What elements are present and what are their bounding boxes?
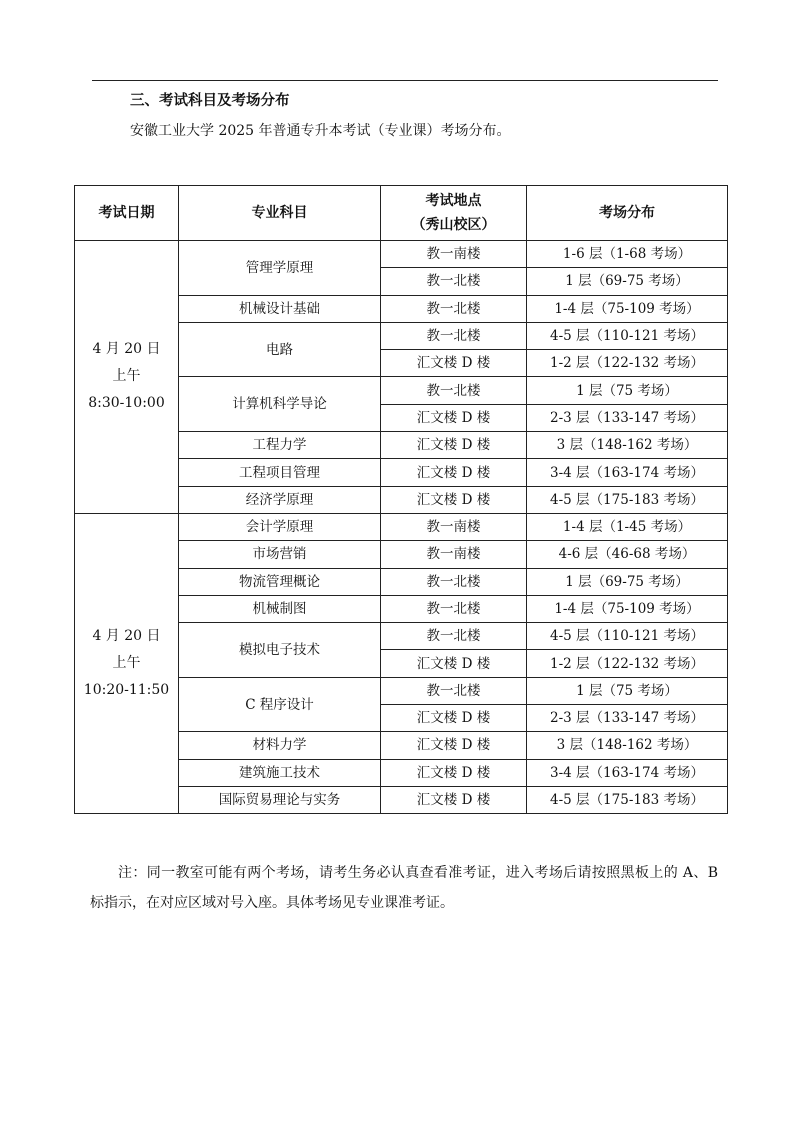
subject-cell: 工程力学	[179, 432, 381, 459]
subject-cell: 物流管理概论	[179, 568, 381, 595]
distribution-cell: 1-2 层（122-132 考场）	[527, 650, 728, 677]
distribution-cell: 1-6 层（1-68 考场）	[527, 241, 728, 268]
table-row	[75, 241, 728, 268]
distribution-cell: 4-5 层（110-121 考场）	[527, 623, 728, 650]
exam-date-cell	[75, 241, 179, 514]
distribution-cell: 1 层（69-75 考场）	[527, 268, 728, 295]
location-cell: 汇文楼 D 楼	[381, 459, 527, 486]
distribution-cell: 3-4 层（163-174 考场）	[527, 759, 728, 786]
location-cell: 教一北楼	[381, 268, 527, 295]
subject-cell: 国际贸易理论与实务	[179, 786, 381, 813]
subject-cell: 机械设计基础	[179, 295, 381, 322]
exam-date-line: 10:20-11:50	[83, 682, 170, 699]
subject-cell: 电路	[179, 322, 381, 377]
location-cell: 汇文楼 D 楼	[381, 732, 527, 759]
exam-table-body	[75, 241, 728, 814]
location-cell: 汇文楼 D 楼	[381, 486, 527, 513]
location-cell: 汇文楼 D 楼	[381, 650, 527, 677]
location-cell: 教一南楼	[381, 541, 527, 568]
location-cell: 教一北楼	[381, 677, 527, 704]
distribution-cell: 4-5 层（110-121 考场）	[527, 322, 728, 349]
exam-date-line: 4 月 20 日	[92, 628, 161, 645]
location-cell: 教一南楼	[381, 241, 527, 268]
location-cell: 教一北楼	[381, 568, 527, 595]
distribution-cell: 1-4 层（75-109 考场）	[527, 295, 728, 322]
distribution-cell: 4-5 层（175-183 考场）	[527, 786, 728, 813]
subject-cell: 经济学原理	[179, 486, 381, 513]
location-cell: 教一北楼	[381, 623, 527, 650]
header-location	[381, 186, 527, 241]
header-date: 考试日期	[75, 186, 179, 241]
table-row	[75, 513, 728, 540]
distribution-cell: 1-2 层（122-132 考场）	[527, 350, 728, 377]
location-cell: 汇文楼 D 楼	[381, 786, 527, 813]
header-subject: 专业科目	[179, 186, 381, 241]
distribution-cell: 1 层（69-75 考场）	[527, 568, 728, 595]
subject-cell: 建筑施工技术	[179, 759, 381, 786]
subject-cell: 管理学原理	[179, 241, 381, 296]
location-cell: 汇文楼 D 楼	[381, 432, 527, 459]
location-cell: 教一北楼	[381, 322, 527, 349]
location-cell: 汇文楼 D 楼	[381, 759, 527, 786]
exam-schedule-table	[74, 185, 728, 814]
subject-cell: 工程项目管理	[179, 459, 381, 486]
location-cell: 教一南楼	[381, 513, 527, 540]
table-header-row	[75, 186, 728, 241]
header-location-line1: 考试地点	[425, 193, 482, 209]
location-cell: 教一北楼	[381, 377, 527, 404]
distribution-cell: 1-4 层（75-109 考场）	[527, 595, 728, 622]
header-distribution: 考场分布	[527, 186, 728, 241]
intro-text: 安徽工业大学 2025 年普通专升本考试（专业课）考场分布。	[130, 123, 511, 139]
subject-cell: C 程序设计	[179, 677, 381, 732]
subject-cell: 模拟电子技术	[179, 623, 381, 678]
distribution-cell: 4-5 层（175-183 考场）	[527, 486, 728, 513]
location-cell: 汇文楼 D 楼	[381, 705, 527, 732]
distribution-cell: 1-4 层（1-45 考场）	[527, 513, 728, 540]
subject-cell: 会计学原理	[179, 513, 381, 540]
distribution-cell: 3 层（148-162 考场）	[527, 732, 728, 759]
distribution-cell: 2-3 层（133-147 考场）	[527, 404, 728, 431]
distribution-cell: 3 层（148-162 考场）	[527, 432, 728, 459]
top-divider-line	[92, 80, 718, 81]
exam-date-line: 8:30-10:00	[88, 395, 165, 412]
distribution-cell: 3-4 层（163-174 考场）	[527, 459, 728, 486]
subject-cell: 机械制图	[179, 595, 381, 622]
subject-cell: 材料力学	[179, 732, 381, 759]
exam-date-line: 4 月 20 日	[92, 341, 161, 358]
exam-date-line: 上午	[112, 368, 141, 385]
location-cell: 教一北楼	[381, 295, 527, 322]
header-location-line2: （秀山校区）	[411, 217, 496, 233]
location-cell: 汇文楼 D 楼	[381, 350, 527, 377]
distribution-cell: 1 层（75 考场）	[527, 377, 728, 404]
distribution-cell: 1 层（75 考场）	[527, 677, 728, 704]
exam-date-cell	[75, 513, 179, 813]
section-title: 三、考试科目及考场分布	[130, 93, 290, 109]
note-text: 注：同一教室可能有两个考场，请考生务必认真查看准考证，进入考场后请按照黑板上的 A、B 标指示，在对应区域对号入座。具体考场见专业课准考证。	[90, 865, 718, 911]
distribution-cell: 2-3 层（133-147 考场）	[527, 705, 728, 732]
subject-cell: 市场营销	[179, 541, 381, 568]
location-cell: 汇文楼 D 楼	[381, 404, 527, 431]
location-cell: 教一北楼	[381, 595, 527, 622]
subject-cell: 计算机科学导论	[179, 377, 381, 432]
distribution-cell: 4-6 层（46-68 考场）	[527, 541, 728, 568]
exam-date-line: 上午	[112, 655, 141, 672]
